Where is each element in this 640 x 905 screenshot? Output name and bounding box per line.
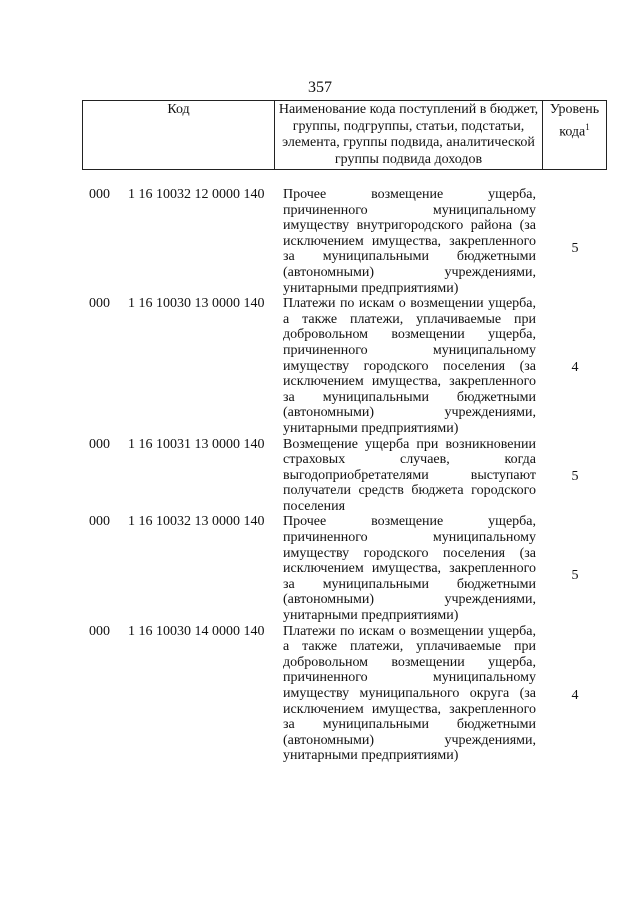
level-value: 5	[571, 241, 579, 256]
revenue-code: 1 16 10030 13 0000 140	[128, 296, 265, 312]
revenue-name: Платежи по искам о возмещении ущерба, а также платежи, уплачиваемые при добровольном возмещении ущерба, причиненного муниципальному имуществу муниципального округа (за исключением имущества, закрепленного за муниципальными бюджетными (автономными) учреждениями, унитарными предприятиями)	[283, 623, 536, 764]
admin-code: 000	[89, 514, 110, 530]
revenue-code: 1 16 10031 13 0000 140	[128, 436, 265, 452]
revenue-name: Прочее возмещение ущерба, причиненного муниципальному имуществу внутригородского района (за исключением имущества, закрепленного за муниципальными бюджетными (автономными) учреждениями, унитарными предприятиями)	[283, 187, 536, 296]
table-row	[0, 514, 640, 623]
level-value: 5	[571, 468, 579, 484]
header-code-cell	[83, 101, 275, 170]
header-name: Наименование кода поступлений в бюджет, группы, подгруппы, статьи, подстатьи, элемента, группы подвида, аналитической группы подвида доходов	[278, 102, 539, 167]
admin-code: 000	[89, 187, 110, 202]
header-level: Уровень кода	[549, 102, 600, 140]
table-body	[0, 187, 640, 764]
revenue-code: 1 16 10032 12 0000 140	[128, 187, 265, 202]
table-header	[82, 100, 607, 170]
revenue-code: 1 16 10030 14 0000 140	[128, 623, 265, 639]
admin-code: 000	[89, 623, 110, 639]
header-code: Код	[167, 102, 190, 117]
page-number: 357	[308, 79, 332, 96]
table-row	[0, 296, 640, 436]
table-row	[0, 187, 640, 296]
header-level-footnote: 1	[585, 121, 590, 132]
header-name-cell	[275, 101, 543, 170]
revenue-name: Прочее возмещение ущерба, причиненного муниципальному имуществу городского поселения (за исключением имущества, закрепленного за муниципальными бюджетными (автономными) учреждениями, унитарными предприятиями)	[283, 514, 536, 624]
level-value: 4	[571, 687, 579, 703]
admin-code: 000	[89, 296, 110, 312]
table-row	[0, 437, 640, 515]
revenue-code: 1 16 10032 13 0000 140	[128, 514, 265, 530]
admin-code: 000	[89, 436, 110, 452]
level-value: 5	[571, 568, 579, 584]
level-value: 4	[571, 360, 579, 376]
revenue-name: Платежи по искам о возмещении ущерба, а также платежи, уплачиваемые при добровольном возмещении ущерба, причиненного муниципальному имуществу городского поселения (за исключением имущества, закрепленного за муниципальными бюджетными (автономными) учреждениями, унитарными предприятиями)	[283, 296, 536, 436]
header-level-cell	[543, 101, 607, 170]
revenue-name: Возмещение ущерба при возникновении страховых случаев, когда выгодоприобретателями выступают получатели средств бюджета городского поселения	[283, 436, 536, 514]
table-row	[0, 624, 640, 764]
